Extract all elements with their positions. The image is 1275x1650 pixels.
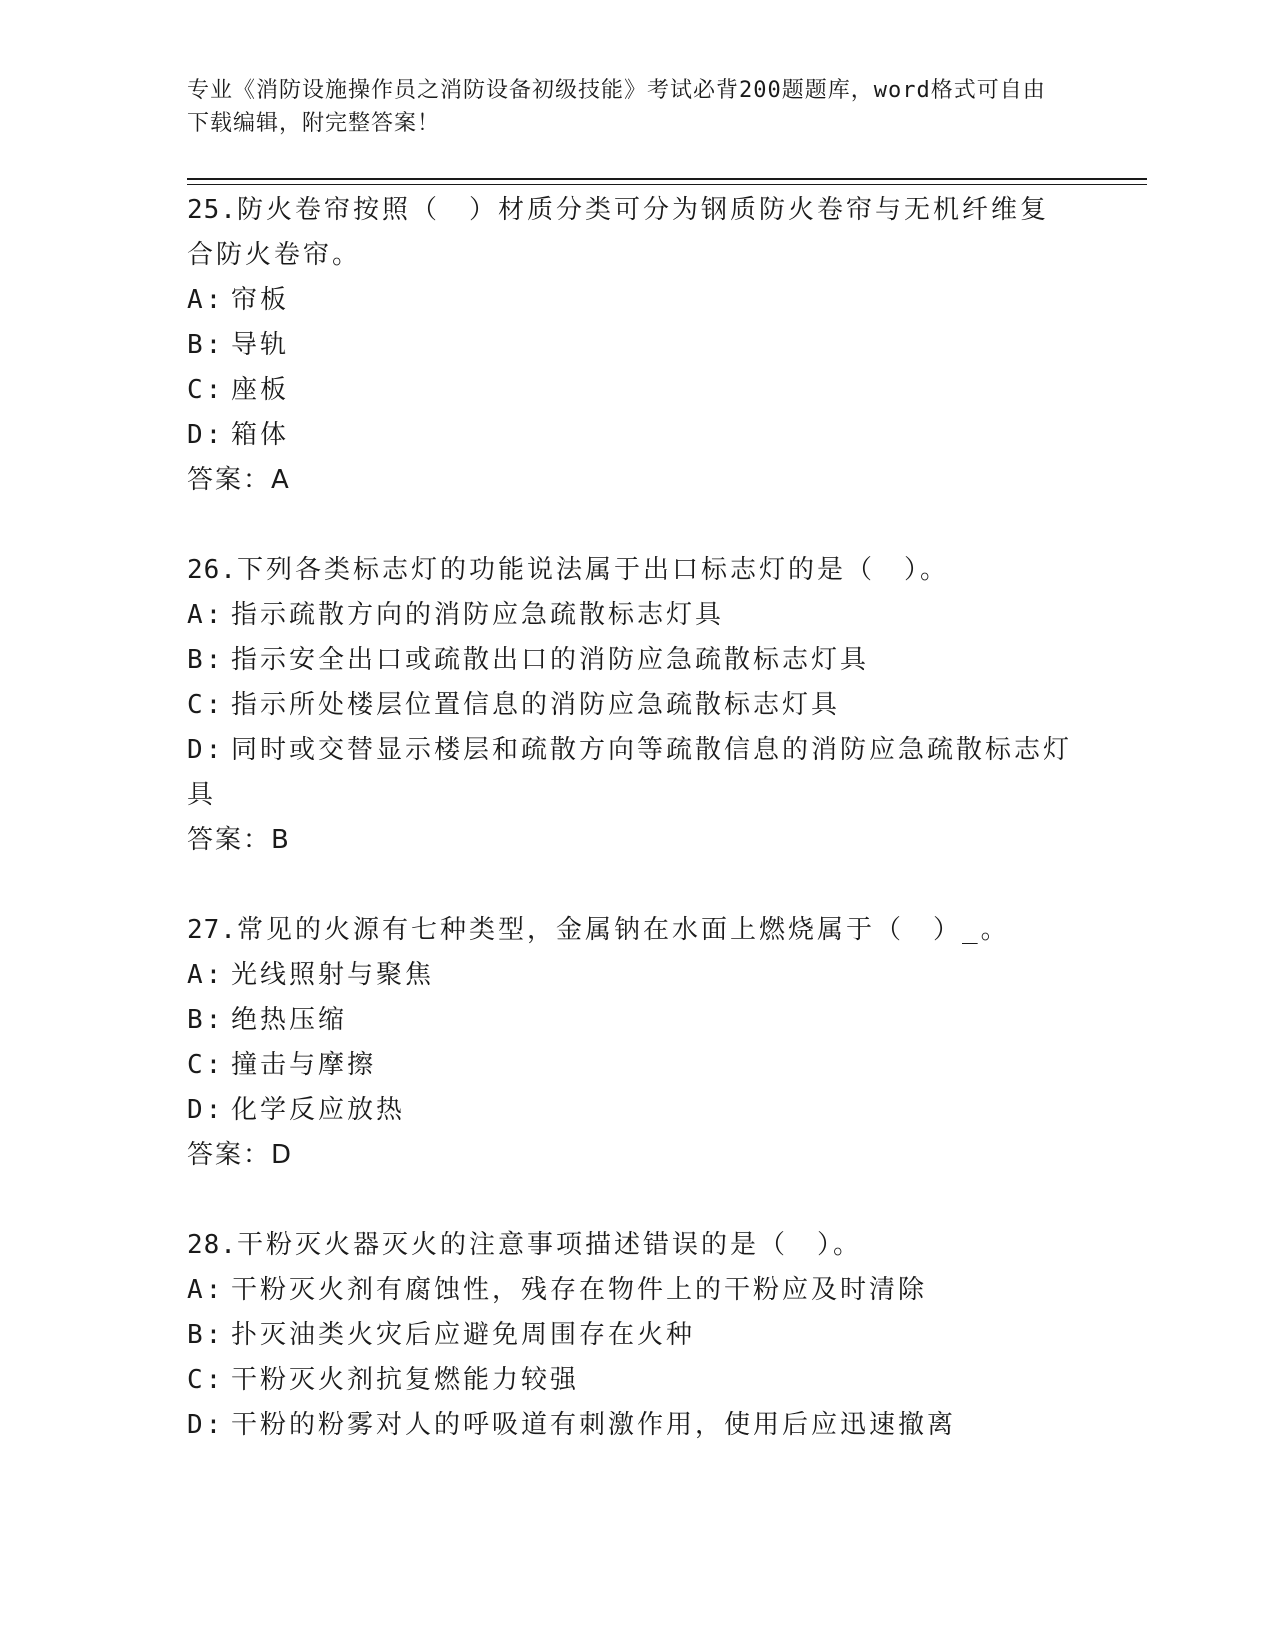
question-number: 25. bbox=[187, 195, 237, 225]
option-text: 绝热压缩 bbox=[231, 1005, 348, 1035]
header-divider-thick bbox=[187, 178, 1147, 180]
option-d bbox=[187, 1403, 1077, 1448]
option-a bbox=[187, 593, 1077, 638]
option-letter: C: bbox=[187, 690, 225, 720]
option-letter: B: bbox=[187, 1320, 225, 1350]
option-b bbox=[187, 323, 1077, 368]
option-letter: B: bbox=[187, 330, 225, 360]
answer-line: 答案：B bbox=[187, 825, 291, 855]
document-header: 专业《消防设施操作员之消防设备初级技能》考试必背200题题库，word格式可自由下载编辑，附完整答案！ bbox=[187, 78, 1046, 136]
option-letter: D: bbox=[187, 1095, 225, 1125]
question-stem bbox=[187, 1223, 1077, 1268]
option-b bbox=[187, 1313, 1077, 1358]
option-c bbox=[187, 683, 1077, 728]
option-c bbox=[187, 1358, 1077, 1403]
option-text: 座板 bbox=[231, 375, 290, 405]
option-letter: D: bbox=[187, 420, 225, 450]
question-stem bbox=[187, 188, 1077, 278]
option-b bbox=[187, 998, 1077, 1043]
option-text: 箱体 bbox=[231, 420, 290, 450]
option-c bbox=[187, 368, 1077, 413]
question-number: 26. bbox=[187, 555, 237, 585]
question-text: 下列各类标志灯的功能说法属于出口标志灯的是（ ）。 bbox=[236, 555, 949, 585]
option-c bbox=[187, 1043, 1077, 1088]
option-letter: B: bbox=[187, 1005, 225, 1035]
option-a bbox=[187, 1268, 1077, 1313]
question-number: 27. bbox=[187, 915, 237, 945]
question-28 bbox=[187, 1223, 1077, 1448]
question-list bbox=[187, 188, 1077, 1493]
option-letter: C: bbox=[187, 1365, 225, 1395]
option-letter: B: bbox=[187, 645, 225, 675]
option-letter: A: bbox=[187, 600, 225, 630]
option-text: 指示安全出口或疏散出口的消防应急疏散标志灯具 bbox=[231, 645, 870, 675]
option-d bbox=[187, 413, 1077, 458]
option-letter: D: bbox=[187, 1410, 225, 1440]
question-stem bbox=[187, 548, 1077, 593]
option-text: 干粉灭火剂抗复燃能力较强 bbox=[231, 1365, 580, 1395]
option-text: 光线照射与聚焦 bbox=[231, 960, 435, 990]
option-text: 撞击与摩擦 bbox=[231, 1050, 377, 1080]
question-25 bbox=[187, 188, 1077, 503]
question-text: 干粉灭火器灭火的注意事项描述错误的是（ ）。 bbox=[236, 1230, 862, 1260]
option-text: 干粉的粉雾对人的呼吸道有刺激作用，使用后应迅速撤离 bbox=[231, 1410, 957, 1440]
option-letter: A: bbox=[187, 1275, 225, 1305]
option-text: 指示所处楼层位置信息的消防应急疏散标志灯具 bbox=[231, 690, 841, 720]
option-b bbox=[187, 638, 1077, 683]
option-text: 同时或交替显示楼层和疏散方向等疏散信息的消防应急疏散标志灯具 bbox=[187, 735, 1073, 810]
option-letter: D: bbox=[187, 735, 225, 765]
option-d bbox=[187, 728, 1077, 818]
option-text: 干粉灭火剂有腐蚀性，残存在物件上的干粉应及时清除 bbox=[231, 1275, 928, 1305]
option-letter: A: bbox=[187, 960, 225, 990]
option-a bbox=[187, 953, 1077, 998]
option-letter: C: bbox=[187, 375, 225, 405]
answer-line: 答案：D bbox=[187, 1140, 294, 1170]
question-27 bbox=[187, 908, 1077, 1178]
question-text: 常见的火源有七种类型，金属钠在水面上燃烧属于（ ）_。 bbox=[236, 915, 1010, 945]
question-stem bbox=[187, 908, 1077, 953]
answer-line: 答案：A bbox=[187, 465, 291, 495]
option-text: 指示疏散方向的消防应急疏散标志灯具 bbox=[231, 600, 725, 630]
question-text: 防火卷帘按照（ ）材质分类可分为钢质防火卷帘与无机纤维复合防火卷帘。 bbox=[187, 195, 1049, 270]
question-26 bbox=[187, 548, 1077, 863]
header-divider-thin bbox=[187, 184, 1147, 185]
option-letter: A: bbox=[187, 285, 225, 315]
option-text: 帘板 bbox=[231, 285, 290, 315]
option-text: 扑灭油类火灾后应避免周围存在火种 bbox=[231, 1320, 696, 1350]
option-d bbox=[187, 1088, 1077, 1133]
option-text: 导轨 bbox=[231, 330, 290, 360]
option-text: 化学反应放热 bbox=[231, 1095, 406, 1125]
question-number: 28. bbox=[187, 1230, 237, 1260]
option-letter: C: bbox=[187, 1050, 225, 1080]
option-a bbox=[187, 278, 1077, 323]
